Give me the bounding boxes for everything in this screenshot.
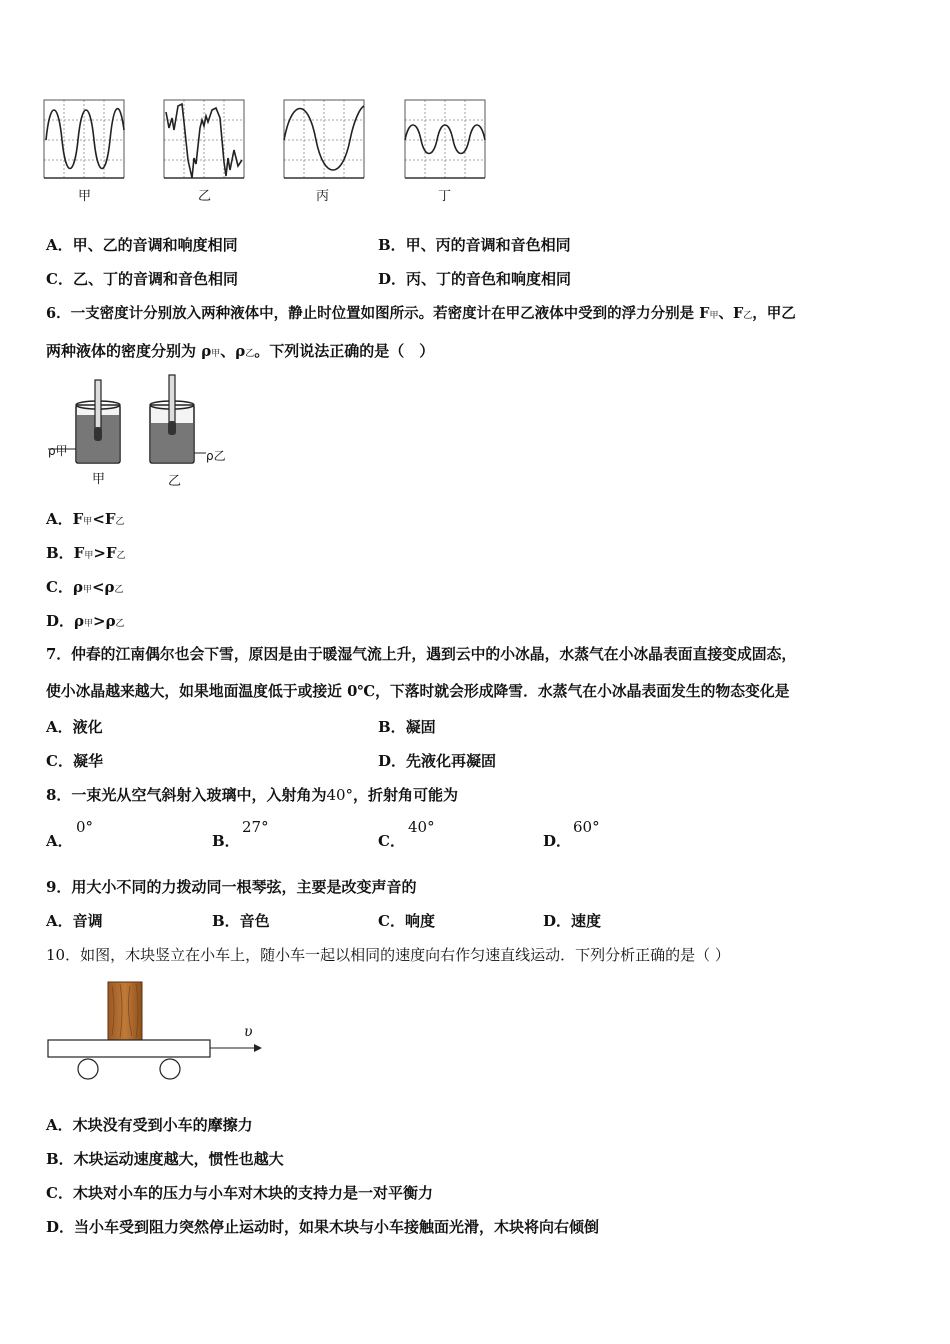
q10-option-d: D．当小车受到阻力突然停止运动时，如果木块与小车接触面光滑，木块将向右倾倒 [46,1218,600,1236]
wave-label-jia: 甲 [78,189,92,204]
q6-stem-line2 [46,341,434,364]
q8-option-d-value: 60° [573,818,600,836]
q6-sub-jia: 甲 [709,311,719,321]
q7-option-a: A．液化 [46,718,103,736]
q8-option-a-label: A． [46,832,73,850]
q9-option-c: C．响度 [378,912,435,930]
wave-label-bing: 丙 [316,189,330,204]
q6-label-jia: 甲 [92,472,106,487]
q6-line2-sep: 、ρ [220,342,246,360]
q6-label-yi: 乙 [168,474,182,489]
q6-a-sub1: 甲 [83,517,93,527]
q6-b-pre: B．F [46,544,85,562]
q5-option-c: C．乙、丁的音调和音色相同 [46,270,238,288]
q8-angle: 40° [326,786,354,804]
q6-d-op: >ρ [93,612,116,630]
q7-option-c: C．凝华 [46,752,103,770]
q6-c-sub2: 乙 [114,585,124,595]
q10-stem: 10．如图，木块竖立在小车上，随小车一起以相同的速度向右作匀速直线运动．下列分析正确的是（ ） [46,946,730,964]
wave-yi-graph [164,100,246,180]
q6-b-op: >F [93,544,117,562]
q9-stem: 9．用大小不同的力拨动同一根琴弦，主要是改变声音的 [46,878,417,896]
q5-option-d: D．丙、丁的音色和响度相同 [378,270,572,288]
q7-stem-line2: 使小冰晶越来越大，如果地面温度低于或接近 0℃，下落时就会形成降雪．水蒸气在小冰晶表面发生的物态变化是 [46,683,790,700]
q6-hydrometer-figure [46,375,236,485]
wave-ding-graph [405,100,487,180]
q6-label-rho-jia: ρ甲 [48,444,68,458]
q6-option-b [46,543,126,566]
q8-option-d-label: D． [543,832,572,850]
q5-option-a: A．甲、乙的音调和响度相同 [46,236,238,254]
q6-line2-sub-jia: 甲 [211,349,221,359]
q10-option-b: B．木块运动速度越大，惯性也越大 [46,1150,284,1168]
q8-stem [46,785,458,805]
q6-b-sub1: 甲 [84,551,94,561]
q6-a-op: <F [92,510,116,528]
q9-option-d: D．速度 [543,912,602,930]
q8-stem-text: 8．一束光从空气斜射入玻璃中，入射角为 [46,786,327,804]
q8-option-a-value: 0° [76,818,94,836]
q7-stem-line1: 7．仲春的江南偶尔也会下雪，原因是由于暖湿气流上升，遇到云中的小冰晶，水蒸气在小冰晶表面直接变成固态， [46,646,797,663]
q6-d-sub2: 乙 [115,619,125,629]
q6-stem-end: ，甲乙 [752,305,796,322]
q10-option-c: C．木块对小车的压力与小车对木块的支持力是一对平衡力 [46,1184,433,1202]
q8-option-c-value: 40° [408,818,435,836]
q6-option-d [46,611,125,634]
q6-d-sub1: 甲 [83,619,93,629]
q7-option-d: D．先液化再凝固 [378,752,497,770]
q8-option-b-label: B． [212,832,240,850]
q6-sub-yi: 乙 [743,311,753,321]
wave-bing-graph [284,100,366,180]
q6-stem-text: 6．一支密度计分别放入两种液体中，静止时位置如图所示。若密度计在甲乙液体中受到的浮力分别是 F [46,305,710,322]
q6-d-pre: D．ρ [46,612,84,630]
q10-option-a: A．木块没有受到小车的摩擦力 [46,1116,253,1134]
q6-line2-end: 。下列说法正确的是（ ） [254,342,435,360]
q10-cart-figure [46,980,266,1084]
q6-stem-line1 [46,304,796,326]
q6-option-a [46,509,125,532]
q6-c-sub1: 甲 [82,585,92,595]
wave-label-yi: 乙 [198,189,212,204]
q6-c-op: <ρ [91,578,115,596]
q8-stem-end: ，折射角可能为 [353,786,459,804]
wave-label-ding: 丁 [438,189,452,204]
q6-line2-sub-yi: 乙 [245,349,255,359]
wave-jia-graph [44,100,126,180]
q6-a-pre: A．F [46,510,84,528]
q6-c-pre: C．ρ [46,578,83,596]
q6-option-c [46,577,124,600]
q6-label-rho-yi: ρ乙 [206,449,226,463]
q6-sep: 、F [718,305,744,322]
q6-line2-start: 两种液体的密度分别为 ρ [46,342,212,360]
q6-b-sub2: 乙 [116,551,126,561]
q9-option-a: A．音调 [46,912,103,930]
q6-a-sub2: 乙 [115,517,125,527]
q7-option-b: B．凝固 [378,718,436,736]
q5-option-b: B．甲、丙的音调和音色相同 [378,236,571,254]
q8-option-c-label: C． [378,832,405,850]
q8-option-b-value: 27° [242,818,269,836]
q9-option-b: B．音色 [212,912,270,930]
q10-velocity-label: υ [244,1024,253,1040]
